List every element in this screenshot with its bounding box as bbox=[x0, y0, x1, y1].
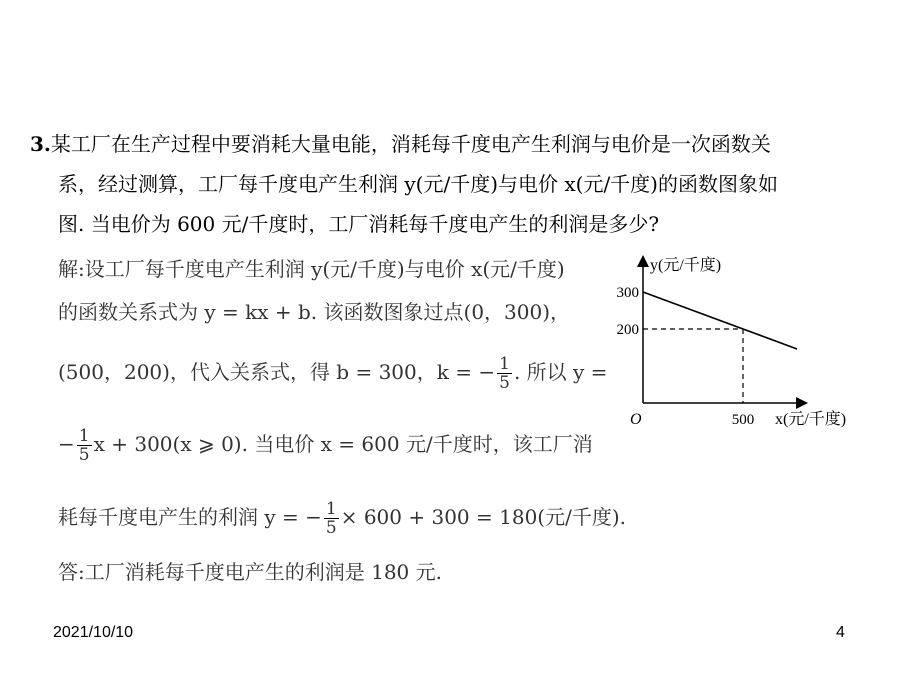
problem-text-1: 某工厂在生产过程中要消耗大量电能，消耗每千度电产生利润与电价是一次函数关 bbox=[50, 132, 771, 156]
solution-line-2: 的函数关系式为 y = kx + b. 该函数图象过点(0，300)， bbox=[58, 300, 571, 324]
fraction-one-fifth bbox=[497, 355, 512, 392]
origin-label: O bbox=[630, 411, 642, 428]
solution-line-5a: 耗每千度电产生的利润 y = − bbox=[58, 505, 322, 529]
solution-line-5 bbox=[58, 500, 626, 537]
y-tick-300: 300 bbox=[616, 285, 639, 301]
fraction-denominator: 5 bbox=[325, 518, 337, 538]
footer-date: 2021/10/10 bbox=[53, 624, 134, 641]
solution-line-3b: . 所以 y = bbox=[513, 360, 608, 384]
fraction-numerator: 1 bbox=[499, 354, 510, 374]
fraction-numerator: 1 bbox=[325, 499, 337, 519]
solution-line-3 bbox=[58, 355, 607, 392]
solution-line-4 bbox=[58, 427, 593, 464]
x-axis-label: x(元/千度) bbox=[775, 411, 847, 428]
fraction-denominator: 5 bbox=[78, 445, 90, 465]
fraction-one-fifth bbox=[77, 427, 92, 464]
solution-line-1: 解:设工厂每千度电产生利润 y(元/千度)与电价 x(元/千度) bbox=[58, 257, 565, 281]
x-tick-500: 500 bbox=[731, 412, 755, 428]
answer-line: 答:工厂消耗每千度电产生的利润是 180 元. bbox=[58, 560, 442, 584]
fraction-numerator: 1 bbox=[78, 426, 90, 446]
problem-number: 3. bbox=[30, 132, 51, 156]
solution-line-5b: × 600 + 300 = 180(元/千度). bbox=[340, 505, 627, 529]
solution-line-4b: x + 300(x ⩾ 0). 当电价 x = 600 元/千度时，该工厂消 bbox=[93, 432, 593, 456]
problem-text-3: 图. 当电价为 600 元/千度时，工厂消耗每千度电产生的利润是多少? bbox=[58, 212, 660, 236]
problem-text-2: 系，经过测算，工厂每千度电产生利润 y(元/千度)与电价 x(元/千度)的函数图象如 bbox=[58, 172, 778, 196]
solution-line-4a: − bbox=[58, 432, 75, 456]
fraction-one-fifth bbox=[324, 500, 339, 537]
fraction-denominator: 5 bbox=[499, 373, 510, 393]
y-tick-200: 200 bbox=[616, 322, 639, 338]
profit-line bbox=[643, 292, 797, 349]
solution-line-3a: (500，200)，代入关系式，得 b = 300，k = − bbox=[58, 360, 496, 384]
problem-line-1 bbox=[30, 130, 771, 158]
y-axis-label: y(元/千度) bbox=[650, 257, 722, 274]
page-number: 4 bbox=[836, 624, 845, 641]
